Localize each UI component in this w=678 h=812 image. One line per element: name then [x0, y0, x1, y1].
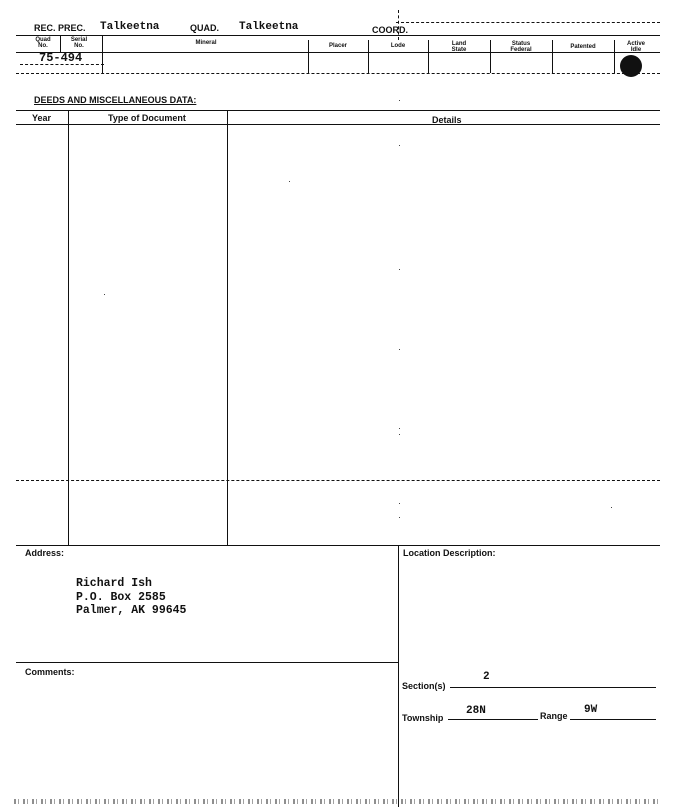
comments-label: Comments: — [25, 667, 75, 677]
address-label: Address: — [25, 548, 65, 558]
deeds-header-rule — [16, 124, 660, 125]
col-sep — [552, 40, 553, 73]
scan-speck — [289, 181, 290, 182]
col-sep — [368, 40, 369, 73]
scan-speck — [399, 503, 400, 504]
deeds-details-header: Details — [432, 115, 462, 125]
scan-bottom-edge-noise — [14, 799, 662, 804]
address-line: Palmer, AK 99645 — [76, 604, 187, 617]
quad-no-header: Quad No. — [35, 37, 51, 49]
coord-label: COORD. — [372, 25, 408, 35]
col-sep — [60, 35, 61, 52]
placer-header: Placer — [328, 43, 347, 49]
record-row-dashed-line — [16, 73, 660, 74]
address-location-separator — [398, 545, 399, 807]
scan-speck — [399, 269, 400, 270]
header-rule — [16, 35, 660, 36]
deeds-year-header: Year — [32, 113, 52, 123]
address-line: P.O. Box 2585 — [76, 590, 166, 604]
section-label: Section(s) — [402, 681, 446, 691]
scan-speck — [399, 349, 400, 350]
column-header-rule — [16, 52, 660, 53]
quad-serial-dashed — [20, 64, 104, 65]
col-sep — [102, 35, 103, 73]
deeds-bottom-rule — [16, 545, 660, 546]
scan-speck — [399, 434, 400, 435]
col-sep — [490, 40, 491, 73]
scan-speck — [399, 517, 400, 518]
quad-serial-value: 75-494 — [39, 51, 83, 65]
col-sep-dashed — [398, 10, 399, 40]
deeds-top-rule — [16, 110, 660, 111]
land-state-header: Land State — [451, 41, 467, 53]
deeds-dashed-divider — [16, 480, 660, 481]
status-federal-header: Status Federal — [510, 41, 532, 53]
township-underline — [448, 719, 538, 720]
serial-no-header: Serial No. — [70, 37, 88, 49]
range-label: Range — [540, 711, 568, 721]
col-sep — [614, 40, 615, 73]
range-underline — [570, 719, 656, 720]
range-value: 9W — [584, 704, 598, 716]
col-sep — [428, 40, 429, 73]
quad-label: QUAD. — [190, 23, 219, 33]
scan-speck — [399, 428, 400, 429]
address-line: Richard Ish — [76, 577, 152, 590]
address-block — [76, 577, 186, 618]
rec-prec-label: REC. PREC. — [34, 23, 86, 33]
location-description-label: Location Description: — [403, 548, 496, 558]
section-underline — [450, 687, 656, 688]
scan-speck — [399, 100, 400, 101]
lode-header: Lode — [390, 43, 406, 49]
section-value: 2 — [483, 671, 490, 683]
quad-value: Talkeetna — [239, 21, 299, 33]
township-label: Township — [402, 713, 444, 723]
active-idle-header: Active Idle — [626, 41, 645, 53]
rec-prec-value: Talkeetna — [100, 21, 160, 33]
deeds-type-header: Type of Document — [108, 113, 186, 123]
scan-speck — [611, 507, 612, 508]
header-top-dashed-line — [396, 22, 660, 23]
patented-header: Patented — [570, 44, 596, 50]
comments-top-rule — [16, 662, 398, 663]
township-value: 28N — [466, 705, 486, 717]
scan-speck — [399, 145, 400, 146]
scan-speck — [104, 294, 105, 295]
deeds-title: DEEDS AND MISCELLANEOUS DATA: — [34, 95, 197, 105]
col-sep — [308, 40, 309, 73]
mineral-header: Mineral — [195, 40, 217, 46]
